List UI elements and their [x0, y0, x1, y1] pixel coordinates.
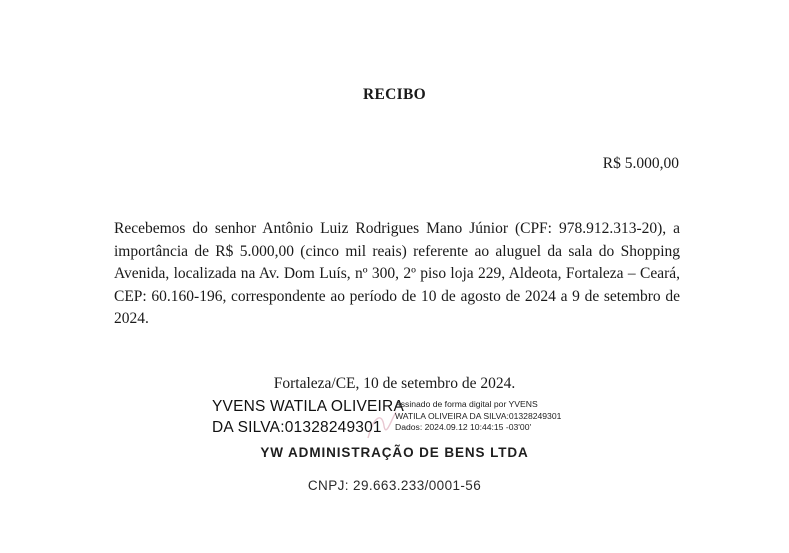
signature-detail-line-1: Assinado de forma digital por YVENS — [395, 399, 538, 409]
digital-signature-block — [212, 396, 592, 442]
signature-detail-line-2: WATILA OLIVEIRA DA SILVA:01328249301 — [395, 410, 562, 421]
signature-details — [395, 399, 561, 434]
receipt-title: RECIBO — [363, 86, 426, 103]
signature-detail-line-3: Dados: 2024.09.12 10:44:15 -03'00' — [395, 422, 532, 432]
signer-name-line-1: YVENS WATILA OLIVEIRA — [212, 398, 404, 415]
signer-name-line-2: DA SILVA:01328249301 — [212, 419, 382, 436]
place-and-date: Fortaleza/CE, 10 de setembro de 2024. — [273, 375, 516, 392]
company-name: YW ADMINISTRAÇÃO DE BENS LTDA — [260, 445, 529, 460]
company-cnpj: CNPJ: 29.663.233/0001-56 — [307, 478, 482, 493]
receipt-body-text: Recebemos do senhor Antônio Luiz Rodrigues Mano Júnior (CPF: 978.912.313-20), a importância de R$ 5.000,00 (cinco mil reais) referente ao aluguel da sala do Shopping Avenida, localizada na Av. Dom Luís, nº 300, 2º piso loja 229, Aldeota, Fortaleza – Ceará, CEP: 60.160-196, correspondente ao período de 10 de agosto de 2024 a 9 de setembro de 2024. — [114, 220, 680, 328]
receipt-amount: R$ 5.000,00 — [602, 155, 679, 172]
signer-name — [212, 396, 404, 438]
